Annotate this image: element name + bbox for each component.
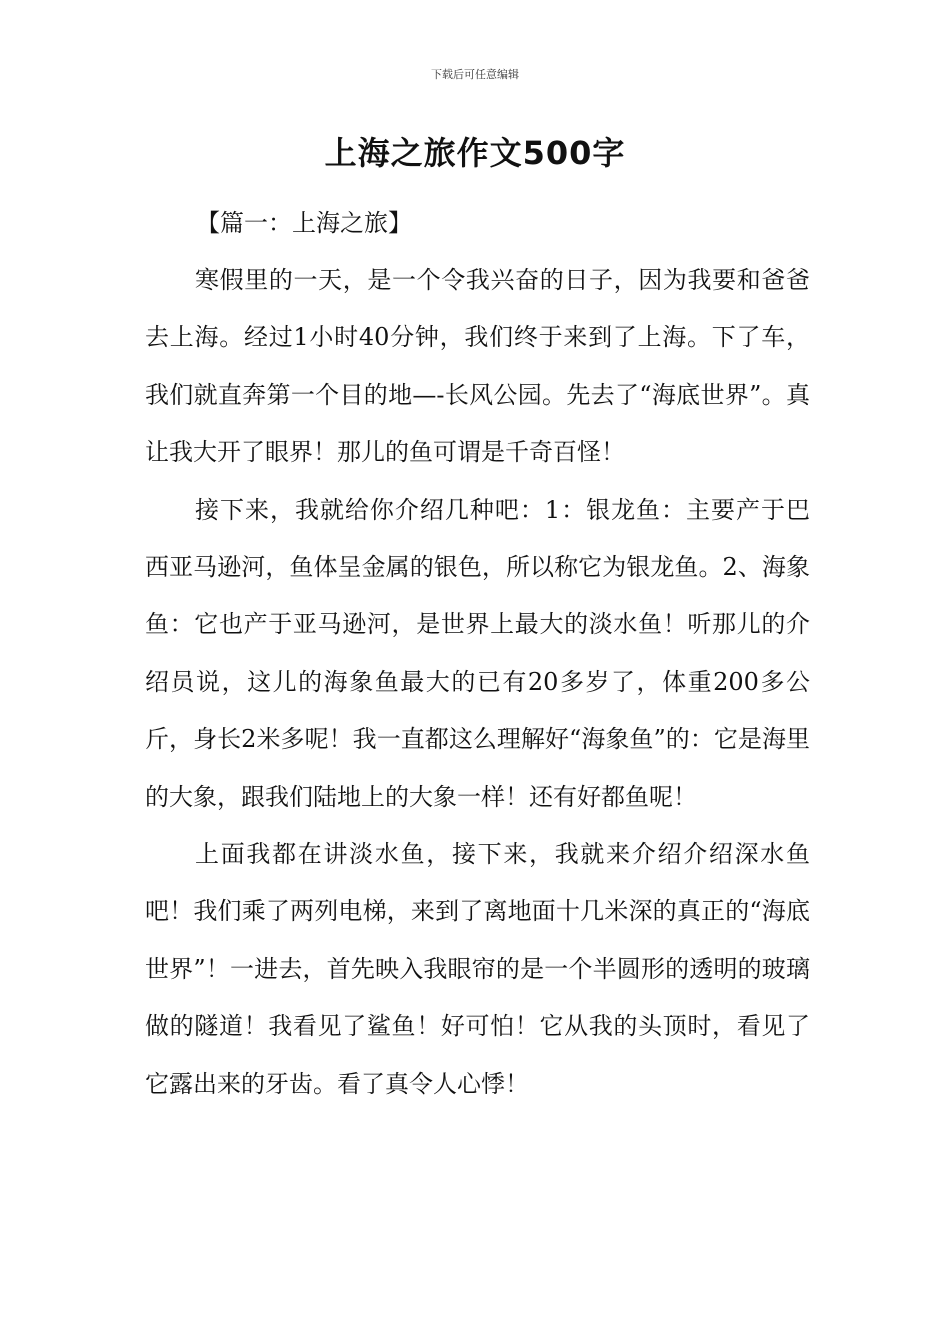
section-heading: 【篇一：上海之旅】 [196, 209, 412, 237]
article-body [145, 252, 810, 1113]
paragraph-1: 寒假里的一天，是一个令我兴奋的日子，因为我要和爸爸去上海。经过1小时40分钟，我们终于来到了上海。下了车，我们就直奔第一个目的地—-长风公园。先去了“海底世界”。真让我大开了眼界！那儿的鱼可谓是千奇百怪！ [145, 266, 810, 467]
document-title: 上海之旅作文500字 [324, 134, 626, 172]
paragraph-3: 上面我都在讲淡水鱼，接下来，我就来介绍介绍深水鱼吧！我们乘了两列电梯，来到了离地面十几米深的真正的“海底世界”！一进去，首先映入我眼帘的是一个半圆形的透明的玻璃做的隧道！我看见了鲨鱼！好可怕！它从我的头顶时，看见了它露出来的牙齿。看了真令人心悸！ [145, 840, 810, 1098]
paragraph-2: 接下来，我就给你介绍几种吧：1：银龙鱼：主要产于巴西亚马逊河，鱼体呈金属的银色，所以称它为银龙鱼。2、海象鱼：它也产于亚马逊河，是世界上最大的淡水鱼！听那儿的介绍员说，这儿的海象鱼最大的已有20多岁了，体重200多公斤，身长2米多呢！我一直都这么理解好“海象鱼”的：它是海里的大象，跟我们陆地上的大象一样！还有好都鱼呢！ [145, 495, 810, 811]
header-note: 下载后可任意编辑 [431, 68, 519, 81]
